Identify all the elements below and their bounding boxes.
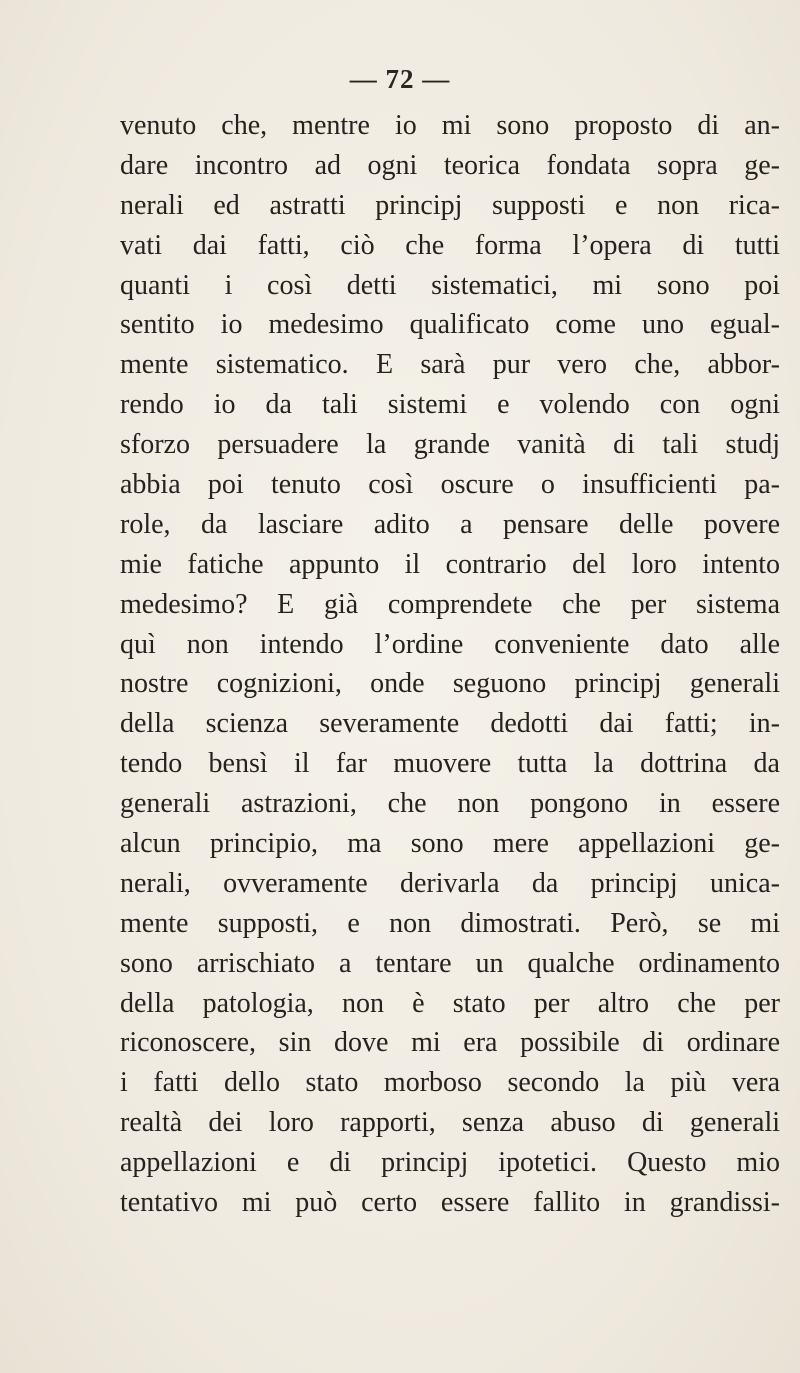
text-line: i fatti dello stato morboso secondo la più vera	[120, 1067, 780, 1099]
text-line: role, da lasciare adito a pensare delle povere	[120, 508, 780, 540]
text-line: vati dai fatti, ciò che forma l’opera di tutti	[120, 229, 780, 261]
text-line: appellazioni e di principj ipotetici. Questo mio	[120, 1147, 780, 1179]
text-line: quanti i così detti sistematici, mi sono poi	[120, 269, 780, 301]
text-line: nostre cognizioni, onde seguono principj generali	[120, 668, 780, 700]
body-text	[120, 106, 780, 1223]
text-line: quì non intendo l’ordine conveniente dato alle	[120, 628, 780, 660]
page-number: — 72 —	[349, 64, 451, 94]
text-line: tentativo mi può certo essere fallito in grandissi-	[120, 1187, 780, 1219]
text-line: sono arrischiato a tentare un qualche ordinamento	[120, 947, 780, 979]
text-line: nerali, ovveramente derivarla da principj unica-	[120, 867, 780, 899]
text-line: abbia poi tenuto così oscure o insufficienti pa-	[120, 469, 780, 501]
text-line: della patologia, non è stato per altro che per	[120, 987, 780, 1019]
text-line: medesimo? E già comprendete che per sistema	[120, 588, 780, 620]
text-line: mente supposti, e non dimostrati. Però, se mi	[120, 907, 780, 939]
text-line: mie fatiche appunto il contrario del loro intento	[120, 548, 780, 580]
text-line: nerali ed astratti principj supposti e non rica-	[120, 189, 780, 221]
text-line: mente sistematico. E sarà pur vero che, abbor-	[120, 349, 780, 381]
text-line: sforzo persuadere la grande vanità di tali studj	[120, 429, 780, 461]
text-line: alcun principio, ma sono mere appellazioni ge-	[120, 828, 780, 860]
text-line: tendo bensì il far muovere tutta la dottrina da	[120, 748, 780, 780]
text-line: dare incontro ad ogni teorica fondata sopra ge-	[120, 149, 780, 181]
text-line: generali astrazioni, che non pongono in essere	[120, 788, 780, 820]
text-line: riconoscere, sin dove mi era possibile di ordinare	[120, 1027, 780, 1059]
text-line: realtà dei loro rapporti, senza abuso di generali	[120, 1107, 780, 1139]
text-line: della scienza severamente dedotti dai fatti; in-	[120, 708, 780, 740]
text-line: venuto che, mentre io mi sono proposto di an-	[120, 110, 780, 141]
text-line: sentito io medesimo qualificato come uno egual-	[120, 309, 780, 341]
text-line: rendo io da tali sistemi e volendo con ogni	[120, 389, 780, 421]
